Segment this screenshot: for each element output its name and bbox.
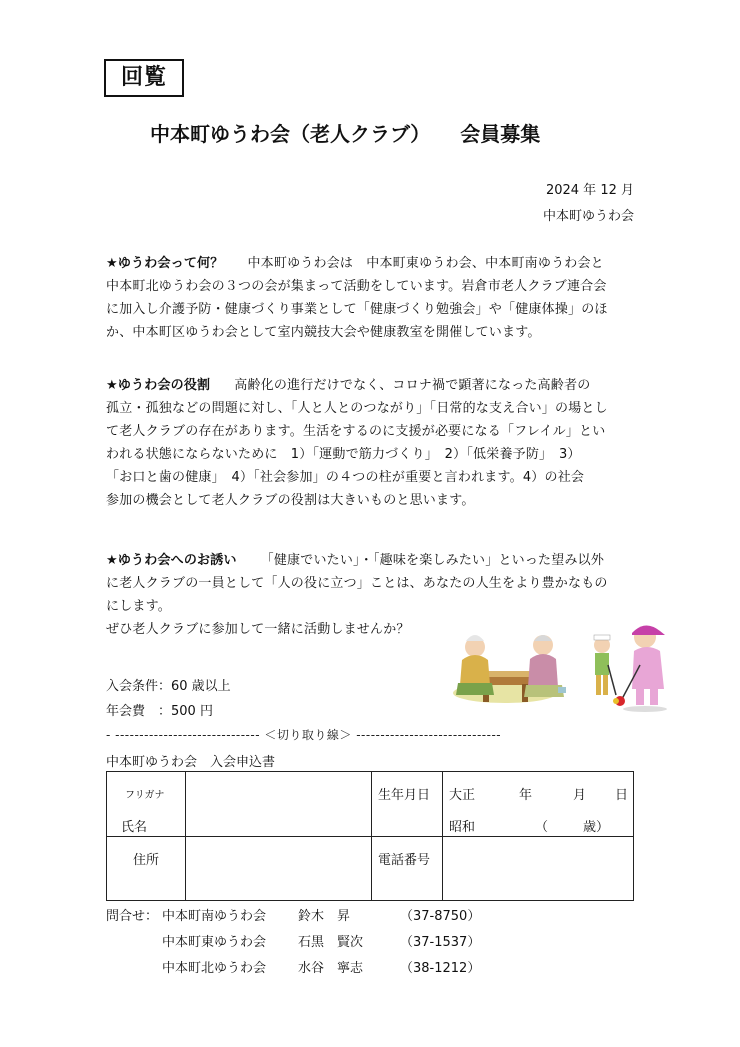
contact-tel: （37-8750）: [400, 909, 481, 924]
address-label: 住所: [133, 853, 160, 868]
section-line: ぜひ老人クラブに参加して一緒に活動しませんか？: [106, 622, 410, 637]
name-input-cell[interactable]: [186, 772, 372, 837]
section-line: て老人クラブの存在があります。生活をするのに支援が必要になる「フレイル」とい: [106, 424, 606, 439]
section-line: 中本町北ゆうわ会の３つの会が集まって活動をしています。岩倉市老人クラブ連合会: [106, 279, 607, 294]
cut-line-right: ------------------------------: [356, 728, 502, 742]
title-main: 中本町ゆうわ会（老人クラブ）: [150, 122, 431, 146]
contact-row: [106, 930, 480, 956]
date-block: [543, 178, 634, 230]
section-line: 孤立・孤独などの問題に対し、「人と人とのつながり」「日常的な支え合い」の場とし: [106, 401, 608, 416]
phone-input-cell[interactable]: [443, 837, 634, 901]
contact-row: [106, 956, 480, 982]
birthdate-input-cell[interactable]: [443, 772, 634, 837]
contact-club: 中本町北ゆうわ会: [162, 961, 267, 976]
section-what: [106, 252, 638, 344]
section-line: に加入し介護予防・健康づくり事業として「健康づくり勉強会」や「健康体操」のほ: [106, 302, 608, 317]
contact-club: 中本町南ゆうわ会: [162, 909, 267, 924]
contact-tel: （37-1537）: [400, 935, 481, 950]
section-role: [106, 374, 638, 512]
section-heading: ★ゆうわ会って何？: [106, 256, 224, 271]
section-line: われる状態にならないために 1）「運動で筋力づくり」 2）「低栄養予防」 3）: [106, 447, 581, 462]
birthdate-label-cell: [372, 772, 443, 837]
page-title: [150, 118, 610, 147]
membership-conditions: [106, 674, 231, 724]
cut-line-left: - ------------------------------: [106, 728, 261, 742]
era-showa: 昭和: [449, 820, 476, 835]
section-line: 「健康でいたい」・「趣味を楽しみたい」といった望み以外: [260, 553, 605, 568]
section-line: 高齢化の進行だけでなく、コロナ禍で顕著になった高齢者の: [234, 378, 591, 393]
cut-line: [106, 726, 634, 743]
section-line: に老人クラブの一員として「人の役に立つ」ことは、あなたの人生をより豊かなもの: [106, 576, 608, 591]
application-form: [106, 771, 634, 901]
name-label: 氏名: [121, 820, 148, 835]
era-taisho: 大正: [449, 788, 476, 803]
section-line: にします。: [106, 599, 171, 614]
inquiry-contacts: [106, 904, 480, 982]
contact-name: 鈴木 昇: [298, 909, 351, 924]
circular-stamp: 回覧: [104, 59, 184, 97]
day-label: 日: [615, 788, 629, 803]
address-input-cell[interactable]: [186, 837, 372, 901]
birthdate-label: 生年月日: [378, 788, 431, 803]
phone-label-cell: [372, 837, 443, 901]
section-heading: ★ゆうわ会の役割: [106, 378, 211, 393]
contact-row: [106, 904, 480, 930]
application-form-heading: 中本町ゆうわ会 入会申込書: [106, 755, 276, 770]
title-sub: 会員募集: [460, 122, 541, 146]
age-condition: 入会条件：60 歳以上: [106, 679, 231, 694]
issuer: 中本町ゆうわ会: [542, 209, 634, 224]
age-open: （: [535, 820, 549, 835]
contact-name: 石黒 賢次: [298, 935, 364, 950]
year-label: 年: [519, 788, 533, 803]
contact-tel: （38-1212）: [400, 961, 481, 976]
age-unit: 歳）: [583, 820, 610, 835]
contact-name: 水谷 寧志: [298, 961, 364, 976]
annual-fee: 年会費 ：500 円: [106, 704, 213, 719]
section-heading: ★ゆうわ会へのお誘い: [106, 553, 237, 568]
address-label-cell: [107, 837, 186, 901]
section-line: 中本町ゆうわ会は 中本町東ゆうわ会、中本町南ゆうわ会と: [247, 256, 604, 271]
contact-club: 中本町東ゆうわ会: [162, 935, 267, 950]
issue-date: 2024 年 12 月: [545, 183, 634, 198]
section-line: か、中本町区ゆうわ会として室内競技大会や健康教室を開催しています。: [106, 325, 541, 340]
cut-line-label: ＜切り取り線＞: [264, 728, 352, 742]
furigana-label: フリガナ: [125, 790, 165, 801]
inquiry-label: 問合せ：: [106, 909, 159, 924]
phone-label: 電話番号: [378, 853, 431, 868]
section-line: 参加の機会として老人クラブの役割は大きいものと思います。: [106, 493, 475, 508]
name-label-cell: [107, 772, 186, 837]
elderly-activities-illustration: [450, 615, 690, 725]
month-label: 月: [573, 788, 587, 803]
section-line: 「お口と歯の健康」 4）「社会参加」の４つの柱が重要と言われます。4）の社会: [106, 470, 585, 485]
